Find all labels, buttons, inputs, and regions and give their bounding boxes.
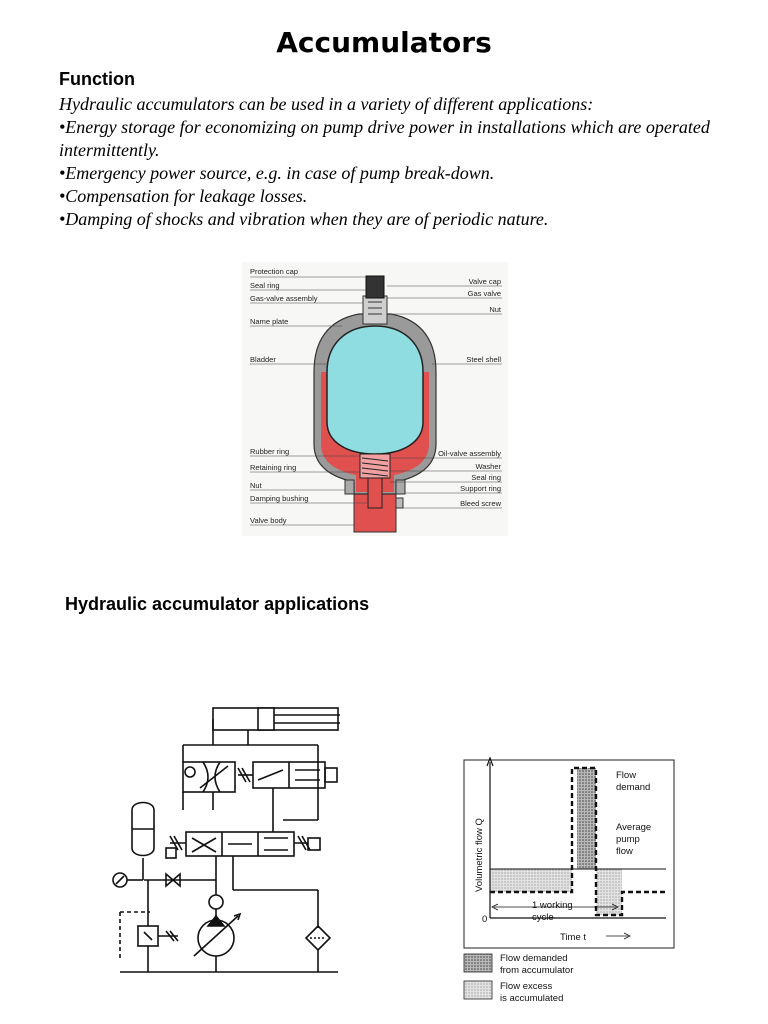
- legend-dark-line2: from accumulator: [500, 965, 574, 976]
- bleed-screw: [396, 498, 403, 508]
- avg-pump-label-line3: flow: [616, 846, 633, 857]
- bladder: [327, 326, 423, 454]
- legend-swatch-dark: [464, 954, 492, 972]
- label-name-plate: Name plate: [250, 317, 289, 326]
- function-text: [59, 93, 749, 231]
- cycle-label-line2: cycle: [532, 912, 554, 923]
- label-support-ring: Support ring: [460, 484, 501, 493]
- legend-swatch-light: [464, 981, 492, 999]
- label-nut-right: Nut: [489, 305, 501, 314]
- label-steel-shell: Steel shell: [466, 355, 501, 364]
- y-axis-label: Volumetric flow Q: [474, 818, 485, 892]
- avg-pump-label-line1: Average: [616, 822, 652, 833]
- function-intro: Hydraulic accumulators can be used in a variety of different applications:: [59, 94, 594, 114]
- label-bleed-screw: Bleed screw: [460, 499, 501, 508]
- label-retaining-ring: Retaining ring: [250, 463, 297, 472]
- label-rubber-ring: Rubber ring: [250, 447, 290, 456]
- label-seal-ring-right: Seal ring: [471, 473, 501, 482]
- hydraulic-circuit-schematic: [108, 700, 350, 980]
- flow-demand-graph: [456, 752, 680, 1008]
- cycle-label-line1: 1 working: [532, 900, 573, 911]
- zero-label: 0: [482, 914, 488, 925]
- x-axis-label: Time t: [560, 932, 587, 943]
- cylinder: [213, 708, 338, 730]
- label-valve-body: Valve body: [250, 516, 287, 525]
- protection-cap: [366, 276, 384, 298]
- flow-demand-label-line2: demand: [616, 782, 651, 793]
- function-bullet: •Damping of shocks and vibration when they are of periodic nature.: [59, 209, 549, 229]
- label-protection-cap: Protection cap: [250, 267, 298, 276]
- function-bullet: •Compensation for leakage losses.: [59, 186, 308, 206]
- excess-area-2: [596, 869, 622, 915]
- label-seal-ring: Seal ring: [250, 281, 280, 290]
- legend-light-line2: is accumulated: [500, 993, 564, 1004]
- label-nut: Nut: [250, 481, 262, 490]
- label-gas-valve-assembly: Gas-valve assembly: [250, 294, 318, 303]
- label-valve-cap: Valve cap: [468, 277, 501, 286]
- legend-dark-line1: Flow demanded: [500, 953, 568, 964]
- label-washer: Washer: [475, 462, 501, 471]
- applications-heading: Hydraulic accumulator applications: [65, 594, 370, 614]
- flow-demand-label-line1: Flow: [616, 770, 637, 781]
- gas-valve-assembly: [363, 296, 387, 324]
- function-bullet: •Emergency power source, e.g. in case of pump break-down.: [59, 163, 495, 183]
- accumulator-diagram: [242, 262, 508, 536]
- label-gas-valve: Gas valve: [467, 289, 501, 298]
- page-title: Accumulators: [276, 26, 492, 59]
- excess-area-1: [490, 869, 572, 892]
- nut-left: [345, 480, 354, 494]
- function-bullet: •Energy storage for economizing on pump drive power in installations which are operated intermittently.: [59, 117, 710, 160]
- label-damping-bushing: Damping bushing: [250, 494, 309, 503]
- legend-light-line1: Flow excess: [500, 981, 553, 992]
- label-oil-valve-assembly: Oil-valve assembly: [438, 449, 501, 458]
- demand-area: [577, 768, 596, 869]
- function-heading: Function: [59, 69, 135, 89]
- label-bladder: Bladder: [250, 355, 276, 364]
- avg-pump-label-line2: pump: [616, 834, 640, 845]
